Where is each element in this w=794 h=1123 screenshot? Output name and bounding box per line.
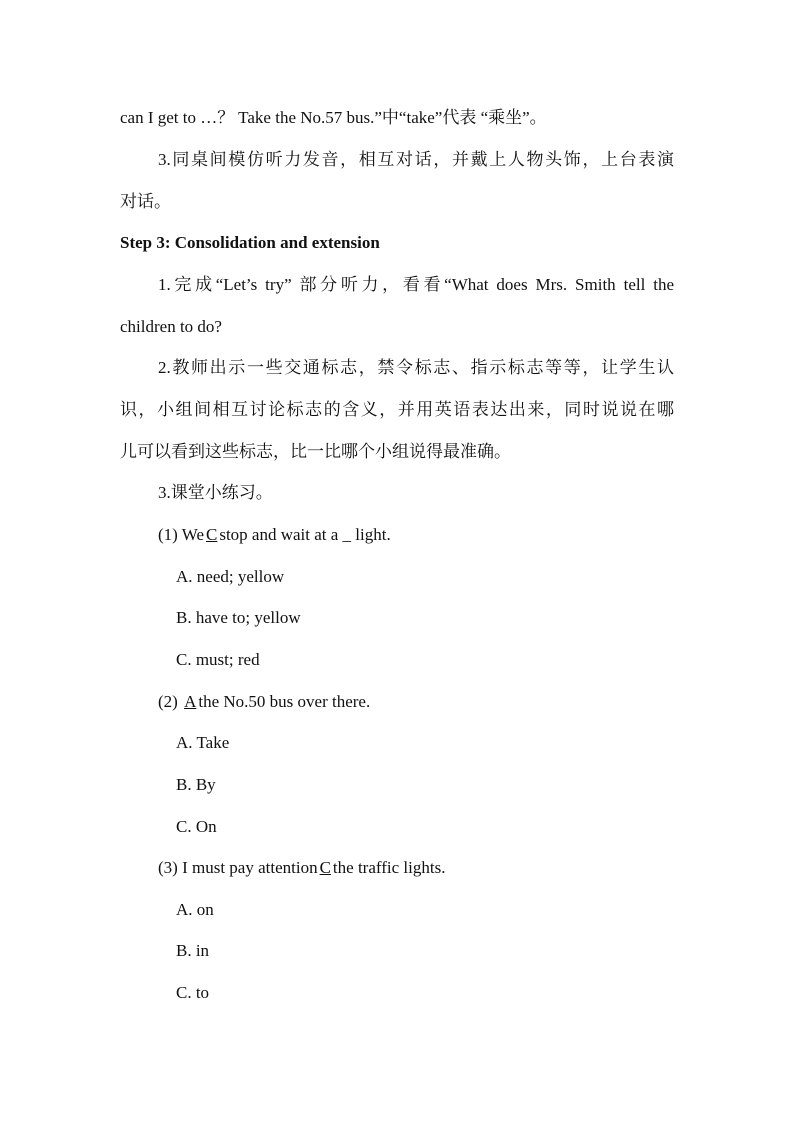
question-3-answer: C xyxy=(319,858,331,877)
question-1-option-c: C. must; red xyxy=(176,650,260,669)
question-1-suffix: stop and wait at a _ light. xyxy=(219,525,391,544)
section-heading-step3: Step 3: Consolidation and extension xyxy=(120,233,380,252)
question-2 xyxy=(158,691,370,713)
question-1-option-b: B. have to; yellow xyxy=(176,608,301,627)
item1-line2: children to do? xyxy=(120,317,222,336)
item2-line1: 2.教师出示一些交通标志，禁令标志、指示标志等等，让学生认 xyxy=(158,358,674,377)
question-3-option-b: B. in xyxy=(176,941,210,960)
paragraph-pair-practice-line2: 对话。 xyxy=(120,192,171,211)
question-2-suffix: the No.50 bus over there. xyxy=(198,692,371,711)
question-2-option-c: C. On xyxy=(176,817,217,836)
question-1-prefix: (1) We xyxy=(158,525,204,544)
item1-line1: 1.完成“Let’s try” 部分听力，看看“What does Mrs. Smith tell the xyxy=(158,275,674,294)
paragraph-take-meaning: can I get to …？ Take the No.57 bus.”中“take”代表 “乘坐”。 xyxy=(120,108,547,127)
question-2-prefix: (2) xyxy=(158,692,178,711)
question-2-option-b: B. By xyxy=(176,775,216,794)
question-3-suffix: the traffic lights. xyxy=(332,858,446,877)
question-2-answer: A xyxy=(184,692,197,711)
item3-line1: 3.课堂小练习。 xyxy=(158,483,273,502)
question-3-prefix: (3) I must pay attention xyxy=(158,858,318,877)
question-1 xyxy=(158,524,391,546)
question-3-option-a: A. on xyxy=(176,900,214,919)
question-3-option-c: C. to xyxy=(176,983,210,1002)
item2-line2: 识，小组间相互讨论标志的含义，并用英语表达出来，同时说说在哪 xyxy=(120,400,674,419)
question-2-option-a: A. Take xyxy=(176,733,230,752)
paragraph-pair-practice-line1: 3.同桌间模仿听力发音，相互对话，并戴上人物头饰，上台表演 xyxy=(158,150,674,169)
item2-line3: 儿可以看到这些标志，比一比哪个小组说得最准确。 xyxy=(120,442,511,461)
question-1-answer: C xyxy=(206,525,218,544)
question-1-option-a: A. need; yellow xyxy=(176,567,285,586)
question-3 xyxy=(158,857,445,879)
